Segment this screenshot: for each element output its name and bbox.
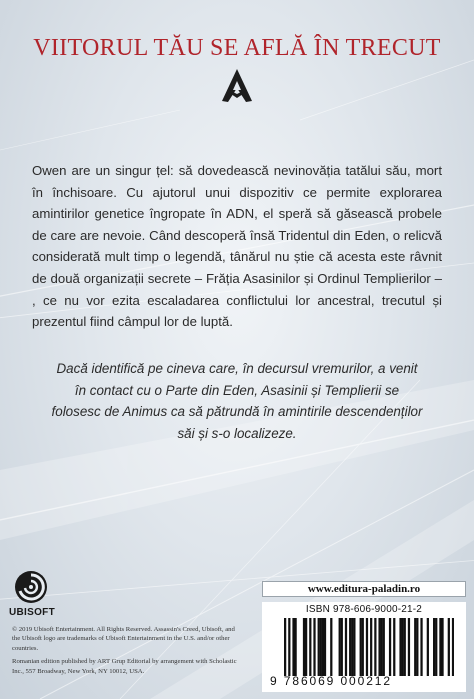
barcode-bar <box>318 618 320 676</box>
barcode-bar <box>439 618 441 676</box>
publisher-website: www.editura-paladin.ro <box>262 581 466 597</box>
barcode-bar <box>349 618 351 676</box>
legal-notice <box>12 625 238 676</box>
barcode-bar <box>330 618 332 676</box>
synopsis-text: Owen are un singur țel: să dovedească nevinovăția tatălui său, mort în închisoare. Cu ajutorul unui dispozitiv ce permite explorarea amintirilor genetice îngropate în ADN, el speră să găsească probele de care are nevoie. Când descoperă însă Tridentul din Eden, o relicvă considerată mult timp o legendă, tânărul nu știe că acesta este râvnit de două organizații secrete – Frăția Asasinilor și Ordinul Templierilor – , ce nu vor ezita escaladarea conflictului lor ancestral, trecutul și prezentul fiind câmpul lor de luptă. <box>32 163 442 330</box>
barcode-bar <box>378 618 380 676</box>
barcode-bar <box>441 618 443 676</box>
ubisoft-swirl-logo <box>14 570 48 604</box>
barcode-bar <box>303 618 305 676</box>
barcode-bar <box>370 618 372 676</box>
barcode-bar <box>294 618 296 676</box>
barcode-bar <box>322 618 324 676</box>
barcode-bar <box>351 618 353 676</box>
isbn-text: ISBN 978-606-9000-21-2 <box>305 604 423 615</box>
barcode-bar <box>366 618 368 676</box>
barcode-panel <box>262 602 466 692</box>
barcode-bar <box>292 618 294 676</box>
barcode-bar <box>362 618 364 676</box>
barcode-bar <box>383 618 385 676</box>
barcode-bar <box>360 618 362 676</box>
assassins-insignia-icon <box>220 68 254 104</box>
barcode-digits: 9 786069 000212 <box>270 674 392 688</box>
copyright-text: © 2019 Ubisoft Entertainment. All Rights Reserved. Assassin's Creed, Ubisoft, and the Ubisoft logo are trademarks of Ubisoft Entertainment in the U.S. and/or other countries. <box>12 626 235 652</box>
barcode-bar <box>435 618 437 676</box>
barcode-bar <box>341 618 343 676</box>
page-title: VIITORUL TĂU SE AFLĂ ÎN TRECUT <box>33 35 441 61</box>
barcode-bar <box>408 618 410 676</box>
barcode-bar <box>284 618 286 676</box>
barcode-bar <box>374 618 376 676</box>
barcode-bar <box>309 618 311 676</box>
barcode <box>284 618 454 676</box>
publisher-name: UBISOFT <box>9 607 55 618</box>
barcode-bar <box>288 618 290 676</box>
barcode-bar <box>353 618 355 676</box>
edition-text: Romanian edition published by ART Grup Editorial by arrangement with Scholastic Inc., 557 Broadway, New York, NY 10012, USA. <box>12 658 237 675</box>
barcode-bar <box>305 618 307 676</box>
barcode-bar <box>420 618 422 676</box>
barcode-bar <box>416 618 418 676</box>
barcode-bar <box>324 618 326 676</box>
barcode-bar <box>404 618 406 676</box>
barcode-bar <box>414 618 416 676</box>
italic-note: Dacă identifică pe cineva care, în decursul vremurilor, a venit în contact cu o Parte din Eden, Asasinii și Templierii se folosesc de Animus ca să pătrundă în amintirile descendenților săi și s-o localizeze. <box>51 361 423 441</box>
barcode-bar <box>433 618 435 676</box>
barcode-bar <box>448 618 450 676</box>
barcode-bar <box>399 618 401 676</box>
barcode-bar <box>402 618 404 676</box>
barcode-bar <box>345 618 347 676</box>
barcode-bar <box>452 618 454 676</box>
barcode-bar <box>339 618 341 676</box>
barcode-bar <box>313 618 315 676</box>
barcode-bar <box>320 618 322 676</box>
barcode-bar <box>427 618 429 676</box>
barcode-bar <box>393 618 395 676</box>
barcode-bar <box>381 618 383 676</box>
barcode-bar <box>389 618 391 676</box>
